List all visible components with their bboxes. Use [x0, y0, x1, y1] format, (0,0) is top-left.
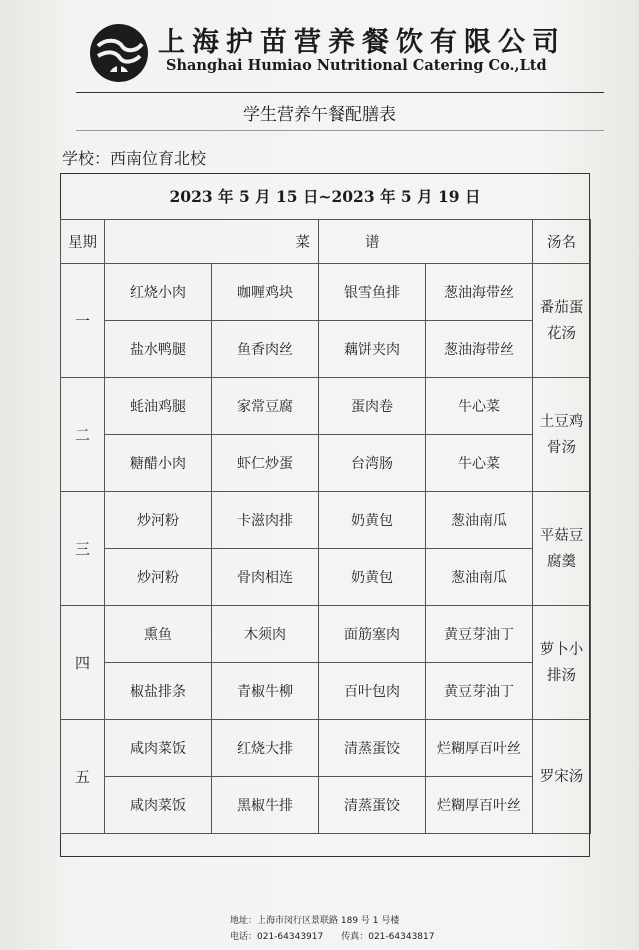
dish-cell: 牛心菜 — [426, 435, 533, 492]
dish-cell: 烂糊厚百叶丝 — [426, 777, 533, 834]
soup-cell — [533, 264, 591, 378]
table-row — [61, 264, 591, 321]
dish-cell: 鱼香肉丝 — [212, 321, 319, 378]
table-header-row — [61, 220, 591, 264]
dish-cell: 葱油南瓜 — [426, 492, 533, 549]
table-row — [61, 492, 591, 549]
table-row — [61, 435, 591, 492]
soup-name: 罗宋汤 — [539, 768, 584, 785]
dish-cell: 藕饼夹肉 — [319, 321, 426, 378]
dish-cell: 卡滋肉排 — [212, 492, 319, 549]
dish-cell: 木须肉 — [212, 606, 319, 663]
dish-cell: 炒河粉 — [105, 549, 212, 606]
company-name-chinese: 上海护苗营养餐饮有限公司 — [158, 27, 566, 58]
dish-cell: 奶黄包 — [319, 492, 426, 549]
dish-cell: 黄豆芽油丁 — [426, 606, 533, 663]
dish-cell: 百叶包肉 — [319, 663, 426, 720]
table-row — [61, 606, 591, 663]
soup-column-header: 汤名 — [533, 220, 591, 264]
company-name-english: Shanghai Humiao Nutritional Catering Co.,Ltd — [166, 57, 547, 74]
soup-name: 平菇豆腐羹 — [539, 527, 584, 570]
soup-cell — [533, 378, 591, 492]
table-row — [61, 321, 591, 378]
dish-cell: 糖醋小肉 — [105, 435, 212, 492]
weekday-cell: 二 — [61, 378, 105, 492]
dish-cell: 盐水鸭腿 — [105, 321, 212, 378]
dish-cell: 葱油海带丝 — [426, 321, 533, 378]
dish-cell: 咸肉菜饭 — [105, 777, 212, 834]
footer-contact: 电话：021-64343917 传真：021-64343817 — [230, 932, 435, 942]
weekday-cell: 四 — [61, 606, 105, 720]
school-label: 学校：西南位育北校 — [62, 149, 207, 168]
soup-name: 萝卜小排汤 — [539, 641, 584, 684]
page-title: 学生营养午餐配膳表 — [243, 105, 396, 125]
dish-cell: 台湾肠 — [319, 435, 426, 492]
soup-cell — [533, 492, 591, 606]
weekday-cell: 一 — [61, 264, 105, 378]
dish-cell: 虾仁炒蛋 — [212, 435, 319, 492]
dish-cell: 清蒸蛋饺 — [319, 720, 426, 777]
weekday-column-header: 星期 — [61, 220, 105, 264]
dish-cell: 炒河粉 — [105, 492, 212, 549]
soup-name: 番茄蛋花汤 — [539, 299, 584, 342]
weekday-cell: 三 — [61, 492, 105, 606]
dish-cell: 牛心菜 — [426, 378, 533, 435]
table-row — [61, 663, 591, 720]
soup-name: 土豆鸡骨汤 — [539, 413, 584, 456]
dish-cell: 青椒牛柳 — [212, 663, 319, 720]
table-row — [61, 378, 591, 435]
dish-cell: 奶黄包 — [319, 549, 426, 606]
title-divider — [76, 130, 604, 131]
dish-cell: 银雪鱼排 — [319, 264, 426, 321]
menu-column-header-1: 菜 — [105, 220, 319, 264]
dish-cell: 家常豆腐 — [212, 378, 319, 435]
table-row — [61, 777, 591, 834]
dish-cell: 蚝油鸡腿 — [105, 378, 212, 435]
menu-column-header-2: 谱 — [319, 220, 533, 264]
dish-cell: 红烧大排 — [212, 720, 319, 777]
date-range: 2023 年 5 月 15 日~2023 年 5 月 19 日 — [169, 187, 481, 206]
dish-cell: 烂糊厚百叶丝 — [426, 720, 533, 777]
dish-cell: 清蒸蛋饺 — [319, 777, 426, 834]
dish-cell: 咖喱鸡块 — [212, 264, 319, 321]
soup-cell — [533, 606, 591, 720]
dish-cell: 红烧小肉 — [105, 264, 212, 321]
weekday-cell: 五 — [61, 720, 105, 834]
dish-cell: 黑椒牛排 — [212, 777, 319, 834]
table-row — [61, 720, 591, 777]
table-row — [61, 549, 591, 606]
dish-cell: 葱油南瓜 — [426, 549, 533, 606]
dish-cell: 椒盐排条 — [105, 663, 212, 720]
dish-cell: 骨肉相连 — [212, 549, 319, 606]
header-divider — [76, 92, 604, 93]
menu-table-body — [61, 264, 591, 834]
dish-cell: 咸肉菜饭 — [105, 720, 212, 777]
dish-cell: 葱油海带丝 — [426, 264, 533, 321]
dish-cell: 面筋塞肉 — [319, 606, 426, 663]
dish-cell: 蛋肉卷 — [319, 378, 426, 435]
dish-cell: 黄豆芽油丁 — [426, 663, 533, 720]
footer-address: 地址：上海市闵行区景联路 189 号 1 号楼 — [230, 916, 400, 926]
soup-cell — [533, 720, 591, 834]
menu-table — [60, 219, 591, 834]
humiao-logo-icon — [88, 22, 150, 84]
dish-cell: 熏鱼 — [105, 606, 212, 663]
